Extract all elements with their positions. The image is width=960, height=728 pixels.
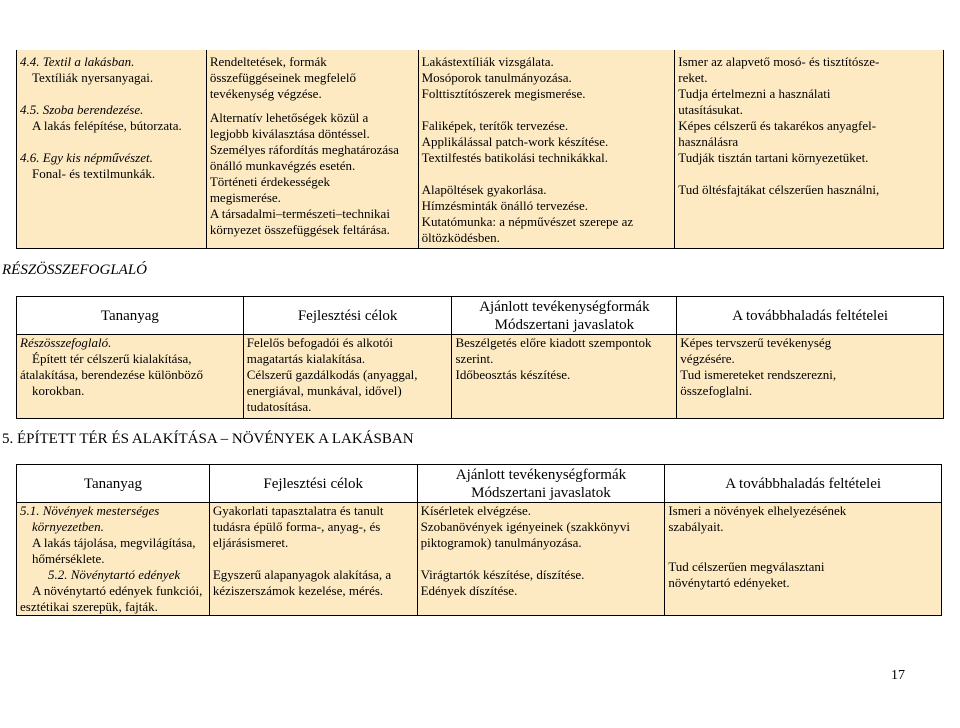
text-line: Ismeri a növények elhelyezésének (668, 503, 847, 518)
topic-4-6-sub: Fonal- és textilmunkák. (32, 166, 156, 181)
text-line: szabályait. (668, 519, 724, 534)
topic-4-5-title: 4.5. Szoba berendezése. (20, 102, 144, 117)
text-line: kéziszerszámok kezelése, mérés. (212, 583, 384, 598)
top-col-fejlesztes (206, 50, 418, 249)
header-line: Módszertani javaslatok (471, 484, 611, 501)
text-line: használásra (678, 134, 739, 149)
text-line: tevékenység végzése. (209, 86, 322, 101)
header-tovabbhaladas: A továbbhaladás feltételei (677, 297, 944, 335)
text-line: utasításukat. (678, 102, 743, 117)
text-line: Célszerű gazdálkodás (anyaggal, (246, 367, 418, 382)
text-line: környezetben. (32, 519, 104, 534)
text-line: legjobb kiválasztása döntéssel. (209, 126, 370, 141)
text-line: végzésére. (680, 351, 735, 366)
text-line: Hímzésminták önálló tervezése. (421, 198, 589, 213)
cell-tananyag (17, 335, 244, 419)
text-line: összefüggéseinek megfelelő (209, 70, 357, 85)
text-line: reket. (678, 70, 708, 85)
text-line: 5.2. Növénytartó edények (48, 567, 181, 582)
text-line: Kísérletek elvégzése. (420, 503, 532, 518)
text-line: korokban. (32, 383, 85, 398)
text-line: tudásra épülő forma-, anyag-, és (212, 519, 381, 534)
text-line: önálló munkavégzés esetén. (209, 158, 356, 173)
text-line: Tud ismereteket rendszerezni, (680, 367, 837, 382)
text-line: Rendeltetések, formák (209, 54, 327, 69)
text-line: növénytartó edényeket. (668, 575, 790, 590)
cell-tevekenysegformak (417, 503, 665, 616)
header-tevekenysegformak (417, 465, 665, 503)
cell-fejlesztesi-celok (209, 503, 417, 616)
text-line: Folttisztítószerek megismerése. (421, 86, 586, 101)
header-line: Ajánlott tevékenységformák (455, 466, 627, 483)
top-col-feltetelek (675, 50, 944, 249)
section-title-epitett-ter: 5. ÉPÍTETT TÉR ÉS ALAKÍTÁSA – NÖVÉNYEK A LAKÁSBAN (2, 431, 414, 447)
topic-4-6-title: 4.6. Egy kis népművészet. (20, 150, 153, 165)
cell-fejlesztesi-celok (243, 335, 452, 419)
header-line: Ajánlott tevékenységformák (479, 298, 650, 315)
text-line: Történeti érdekességek (209, 174, 331, 189)
text-line: eljárásismeret. (212, 535, 289, 550)
text-line: szerint. (455, 351, 494, 366)
text-line: A lakás tájolása, megvilágítása, (32, 535, 196, 550)
text-line: Egyszerű alapanyagok alakítása, a (212, 567, 392, 582)
text-line: megismerése. (209, 190, 281, 205)
text-line: tudatosítása. (246, 399, 312, 414)
header-tananyag: Tananyag (17, 297, 244, 335)
text-line: magatartás kialakítása. (246, 351, 366, 366)
text-line: Applikálással patch-work készítése. (421, 134, 609, 149)
top-col-tananyag (17, 50, 207, 249)
text-line: Szobanövények igényeinek (szakkönyvi (420, 519, 630, 534)
text-line: A növénytartó edények funkciói, (32, 583, 203, 598)
text-line: A társadalmi–természeti–technikai (209, 206, 390, 221)
header-tevekenysegformak (452, 297, 677, 335)
text-line: Részösszefoglaló. (20, 335, 112, 350)
header-tovabbhaladas: A továbbhaladás feltételei (665, 465, 942, 503)
text-line: Időbeosztás készítése. (455, 367, 571, 382)
text-line: Kutatómunka: a népművészet szerepe az (421, 214, 634, 229)
text-line: környezet összefüggések feltárása. (209, 222, 390, 237)
topic-4-4-title: 4.4. Textil a lakásban. (20, 54, 135, 69)
text-line: Alapöltések gyakorlása. (421, 182, 547, 197)
text-line: Képes célszerű és takarékos anyagfel- (678, 118, 877, 133)
text-line: 5.1. Növények mesterséges (20, 503, 160, 518)
text-line: Gyakorlati tapasztalatra és tanult (212, 503, 384, 518)
epitett-ter-table (16, 464, 942, 616)
text-line: Felelős befogadói és alkotói (246, 335, 393, 350)
text-line: Edények díszítése. (420, 583, 518, 598)
header-fejlesztesi-celok: Fejlesztési célok (243, 297, 452, 335)
text-line: piktogramok) tanulmányozása. (420, 535, 582, 550)
header-tananyag: Tananyag (17, 465, 210, 503)
text-line: Épített tér célszerű kialakítása, (32, 351, 192, 366)
text-line: Képes tervszerű tevékenység (680, 335, 832, 350)
text-line: Faliképek, terítők tervezése. (421, 118, 569, 133)
section-title-reszosszefoglalo: RÉSZÖSSZEFOGLALÓ (2, 262, 148, 278)
text-line: Beszélgetés előre kiadott szempontok (455, 335, 652, 350)
text-line: öltözködésben. (421, 230, 500, 245)
page-number: 17 (891, 668, 905, 683)
text-line: Tud célszerűen megválasztani (668, 559, 825, 574)
cell-tevekenysegformak (452, 335, 677, 419)
text-line: összefoglalni. (680, 383, 753, 398)
cell-tananyag (17, 503, 210, 616)
text-line: Ismer az alapvető mosó- és tisztítósze- (678, 54, 880, 69)
text-line: energiával, munkával, idővel) (246, 383, 402, 398)
cell-tovabbhaladas (677, 335, 944, 419)
reszosszefoglalo-table (16, 296, 944, 419)
top-continuation-table (16, 50, 944, 249)
text-line: Alternatív lehetőségek közül a (209, 110, 369, 125)
text-line: Személyes ráfordítás meghatározása (209, 142, 399, 157)
text-line: Textilfestés batikolási technikákkal. (421, 150, 609, 165)
text-line: Lakástextíliák vizsgálata. (421, 54, 554, 69)
cell-tovabbhaladas (665, 503, 942, 616)
header-fejlesztesi-celok: Fejlesztési célok (209, 465, 417, 503)
text-line: Tud öltésfajtákat célszerűen használni, (678, 182, 880, 197)
text-line: esztétikai szerepük, fajták. (20, 599, 158, 614)
topic-4-4-sub: Textíliák nyersanyagai. (32, 70, 154, 85)
topic-4-5-sub: A lakás felépítése, bútorzata. (32, 118, 182, 133)
text-line: hőmérséklete. (32, 551, 105, 566)
text-line: Tudja értelmezni a használati (678, 86, 831, 101)
text-line: Virágtartók készítése, díszítése. (420, 567, 585, 582)
text-line: Tudják tisztán tartani környezetüket. (678, 150, 869, 165)
top-col-tevekenyseg (418, 50, 675, 249)
text-line: átalakítása, berendezése különböző (20, 367, 203, 382)
header-line: Módszertani javaslatok (494, 316, 635, 333)
text-line: Mosóporok tanulmányozása. (421, 70, 572, 85)
